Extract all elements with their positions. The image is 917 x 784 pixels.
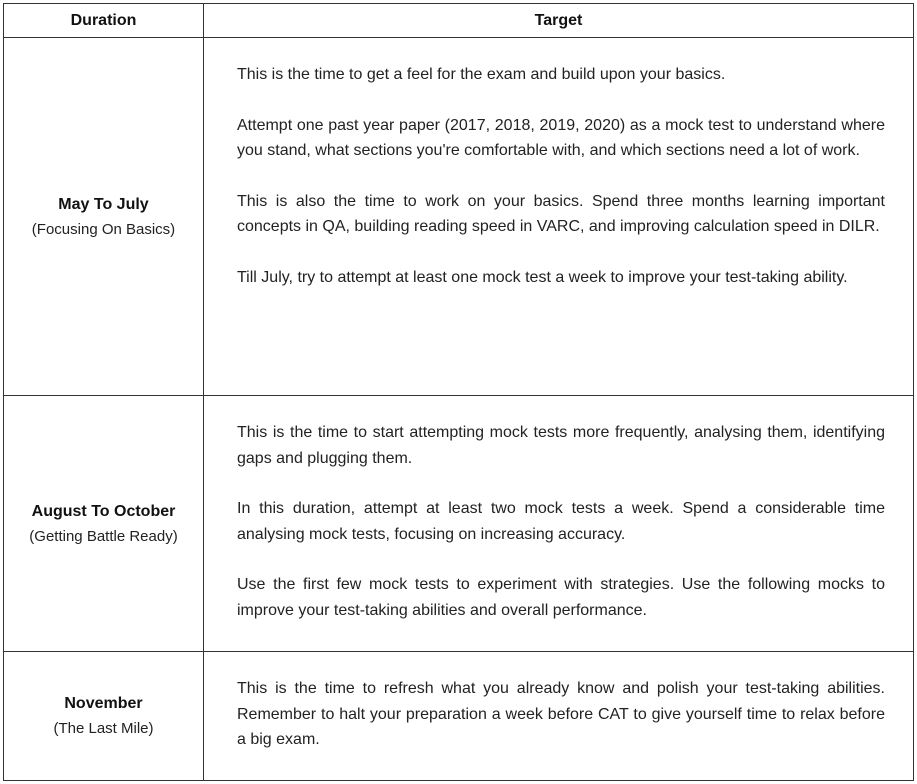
header-target: Target	[204, 4, 914, 38]
target-paragraph: Attempt one past year paper (2017, 2018, 2019, 2020) as a mock test to understand where you stand, what sections you're comfortable with, and which sections need a lot of work.	[237, 116, 885, 159]
target-paragraph: In this duration, attempt at least two mock tests a week. Spend a considerable time analysing mock tests, focusing on increasing accuracy.	[237, 500, 885, 543]
header-row	[4, 4, 914, 38]
target-cell	[204, 38, 914, 396]
target-paragraph: Till July, try to attempt at least one mock test a week to improve your test-taking ability.	[237, 268, 848, 286]
target-paragraph: This is the time to refresh what you already know and polish your test-taking abilities. Remember to halt your preparation a week before CAT to give yourself time to relax before a big exam.	[237, 680, 885, 748]
preparation-table	[3, 3, 914, 781]
header-duration: Duration	[4, 4, 204, 38]
table-row	[4, 38, 914, 396]
duration-subtitle: (Getting Battle Ready)	[29, 527, 178, 545]
duration-title: May To July	[58, 195, 149, 213]
duration-cell	[4, 396, 204, 652]
target-paragraph: This is the time to get a feel for the exam and build upon your basics.	[237, 66, 726, 83]
duration-subtitle: (Focusing On Basics)	[31, 220, 176, 238]
target-cell	[204, 652, 914, 781]
target-paragraph: This is the time to start attempting mock tests more frequently, analysing them, identifying gaps and plugging them.	[237, 424, 885, 467]
duration-title: November	[64, 695, 143, 712]
duration-subtitle: (The Last Mile)	[53, 720, 154, 737]
target-paragraph: This is also the time to work on your basics. Spend three months learning important concepts in QA, building reading speed in VARC, and improving calculation speed in DILR.	[237, 192, 885, 235]
table-row	[4, 652, 914, 781]
table-row	[4, 396, 914, 652]
target-cell	[204, 396, 914, 652]
target-paragraph: Use the first few mock tests to experiment with strategies. Use the following mocks to improve your test-taking abilities and overall performance.	[237, 576, 885, 619]
duration-cell	[4, 652, 204, 781]
duration-cell	[4, 38, 204, 396]
duration-title: August To October	[31, 502, 176, 520]
